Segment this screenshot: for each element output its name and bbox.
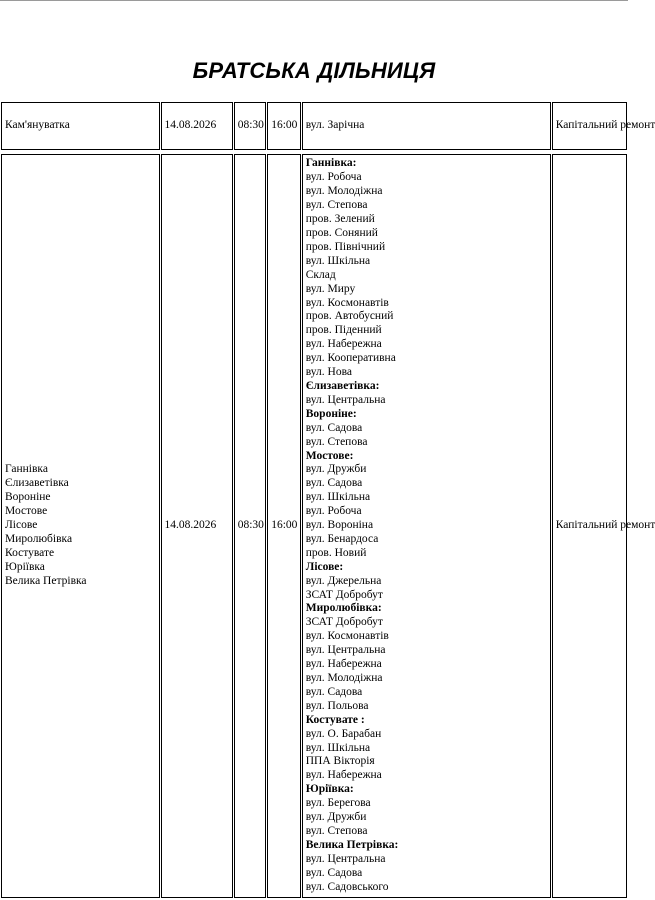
settlements-cell bbox=[1, 154, 160, 898]
village-heading: Лісове: bbox=[305, 560, 344, 573]
settlement-name: Юріївка bbox=[5, 560, 45, 573]
settlement-name: Миролюбівка bbox=[5, 532, 73, 545]
street-name: ЗСАТ Добробут bbox=[305, 616, 383, 629]
street-name: вул. Садова bbox=[305, 421, 363, 434]
reason-cell: Капітальний ремонт bbox=[552, 102, 627, 150]
settlement-name: Єлизаветівка bbox=[5, 477, 69, 490]
street-name: вул. Садова bbox=[305, 685, 363, 698]
street-name: вул. Садова bbox=[305, 477, 363, 490]
street-name: вул. Робоча bbox=[305, 171, 362, 184]
page-title: БРАТСЬКА ДІЛЬНИЦЯ bbox=[192, 58, 436, 83]
street-name: вул. Космонавтів bbox=[305, 296, 389, 309]
street-name: пров. Новий bbox=[305, 546, 367, 559]
street-name: вул. Шкільна bbox=[305, 254, 371, 267]
streets-cell bbox=[302, 102, 551, 150]
street-name: вул. Космонавтів bbox=[305, 630, 389, 643]
street-name: ЗСАТ Добробут bbox=[305, 588, 383, 601]
street-name: вул. Центральна bbox=[305, 393, 386, 406]
street-name: вул. Степова bbox=[305, 824, 368, 837]
street-name: вул. Садовського bbox=[305, 880, 389, 893]
street-name: вул. О. Барабан bbox=[305, 727, 382, 740]
street-name: вул. Польова bbox=[305, 699, 369, 712]
street-name: вул. Садова bbox=[305, 866, 363, 879]
settlement-name: Лісове bbox=[5, 519, 38, 532]
village-heading: Вороніне: bbox=[305, 407, 357, 420]
street-name: вул. Набережна bbox=[305, 658, 382, 671]
village-heading: Велика Петрівка: bbox=[305, 838, 399, 851]
street-name: вул. Степова bbox=[305, 435, 368, 448]
settlement-name: Костувате bbox=[5, 546, 55, 559]
street-name: пров. Автобусний bbox=[305, 310, 394, 323]
street-name: вул. Степова bbox=[305, 199, 368, 212]
street-name: вул. Молодіжна bbox=[305, 672, 383, 685]
village-heading: Ганнівка: bbox=[305, 157, 357, 170]
street-name: вул. Молодіжна bbox=[305, 185, 383, 198]
outage-table-row-2 bbox=[0, 153, 655, 899]
street-name: вул. Набережна bbox=[305, 769, 382, 782]
settlement-name: Кам'януватка bbox=[5, 119, 70, 132]
reason-cell: Капітальний ремонт bbox=[552, 154, 627, 898]
street-name: вул. Берегова bbox=[305, 797, 371, 810]
street-name: вул. Вороніна bbox=[305, 519, 374, 532]
street-name: вул. Кооперативна bbox=[305, 352, 396, 365]
outage-table-row-1 bbox=[0, 101, 655, 151]
streets-cell bbox=[302, 154, 551, 898]
street-name: вул. Дружби bbox=[305, 811, 367, 824]
street-name: вул. Шкільна bbox=[305, 491, 371, 504]
date-cell: 14.08.2026 bbox=[161, 154, 233, 898]
street-name: вул. Миру bbox=[305, 282, 356, 295]
street-name: вул. Набережна bbox=[305, 338, 382, 351]
street-name: Склад bbox=[305, 268, 336, 281]
end-time-cell: 16:00 bbox=[267, 102, 301, 150]
settlement-name: Вороніне bbox=[5, 491, 51, 504]
table-row bbox=[1, 154, 627, 898]
street-name: вул. Нова bbox=[305, 366, 352, 379]
village-heading: Костувате : bbox=[305, 713, 365, 726]
village-heading: Юріївка: bbox=[305, 783, 354, 796]
street-name: вул. Зарічна bbox=[305, 119, 365, 132]
end-time-cell: 16:00 bbox=[267, 154, 301, 898]
street-name: вул. Джерельна bbox=[305, 574, 382, 587]
street-name: ППА Вікторія bbox=[305, 755, 375, 768]
settlements-cell bbox=[1, 102, 160, 150]
village-heading: Єлизаветівка: bbox=[305, 379, 380, 392]
street-name: вул. Центральна bbox=[305, 644, 386, 657]
settlement-name: Мостове bbox=[5, 505, 48, 518]
start-time-cell: 08:30 bbox=[234, 102, 267, 150]
date-cell: 14.08.2026 bbox=[161, 102, 233, 150]
street-name: вул. Шкільна bbox=[305, 741, 371, 754]
village-heading: Мостове: bbox=[305, 449, 354, 462]
settlement-name: Велика Петрівка bbox=[5, 574, 87, 587]
street-name: вул. Центральна bbox=[305, 852, 386, 865]
street-name: пров. Соняний bbox=[305, 227, 378, 240]
start-time-cell: 08:30 bbox=[234, 154, 267, 898]
street-name: пров. Піденний bbox=[305, 324, 382, 337]
top-rule bbox=[0, 0, 628, 1]
village-heading: Миролюбівка: bbox=[305, 602, 382, 615]
settlement-name: Ганнівка bbox=[5, 463, 48, 476]
table-row bbox=[1, 102, 627, 150]
street-name: пров. Зелений bbox=[305, 213, 375, 226]
street-name: пров. Північний bbox=[305, 240, 386, 253]
street-name: вул. Бенардоса bbox=[305, 532, 379, 545]
street-name: вул. Робоча bbox=[305, 505, 362, 518]
street-name: вул. Дружби bbox=[305, 463, 367, 476]
